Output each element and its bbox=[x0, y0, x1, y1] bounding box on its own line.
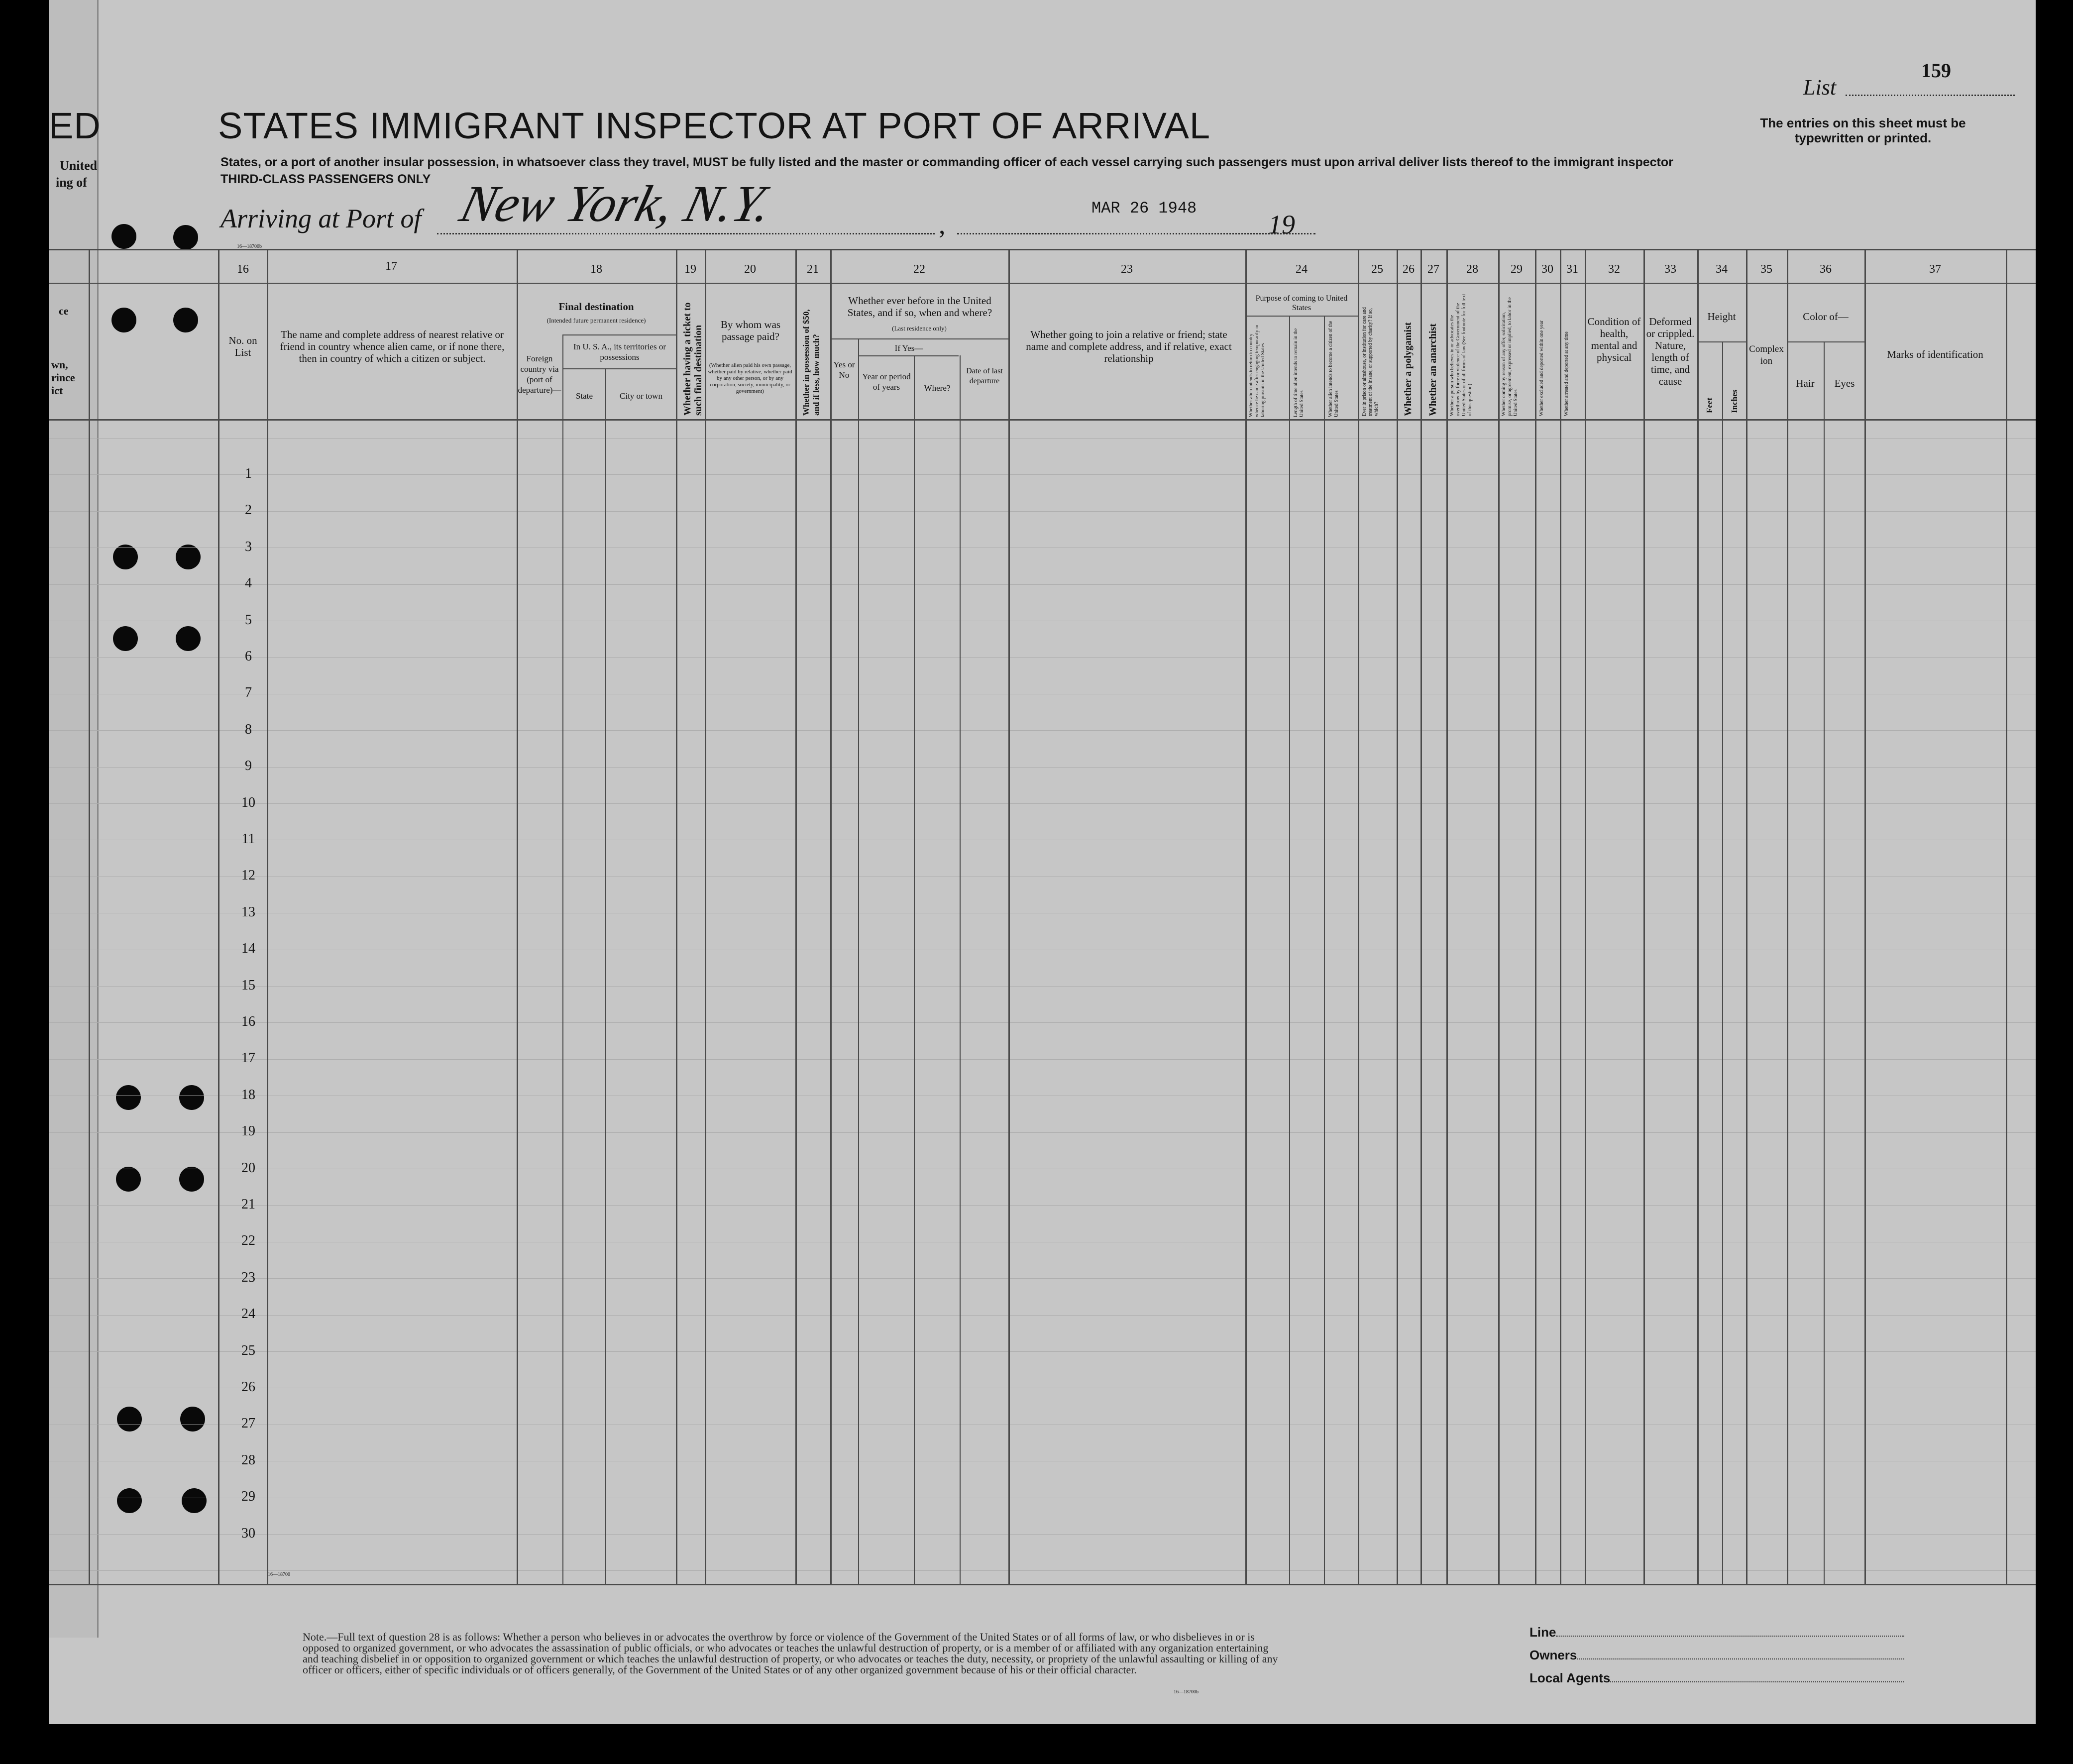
table-bottom-border bbox=[49, 1584, 2036, 1585]
col-18-foreign-country: Foreign country via (port of departure)— bbox=[518, 354, 561, 395]
list-number-line bbox=[1846, 95, 2015, 96]
left-col-label: ict bbox=[51, 384, 63, 397]
col-34-inches: Inches bbox=[1730, 389, 1739, 413]
col-33-number: 33 bbox=[1664, 263, 1676, 276]
col-22-where: Where? bbox=[924, 383, 951, 393]
row-number: 4 bbox=[245, 575, 252, 591]
row-number: 14 bbox=[241, 941, 255, 957]
col-37-number: 37 bbox=[1929, 263, 1941, 276]
row-number: 11 bbox=[241, 831, 255, 847]
row-number: 1 bbox=[245, 466, 252, 481]
col-border bbox=[562, 334, 563, 1584]
left-fragment-line-1: United bbox=[60, 158, 98, 173]
punch-hole bbox=[111, 308, 136, 332]
col-26-header: Whether a polygamist bbox=[1403, 322, 1414, 416]
col-24-number: 24 bbox=[1296, 263, 1308, 276]
col-34-feet: Feet bbox=[1705, 397, 1714, 413]
col-border bbox=[914, 355, 915, 1584]
col-border bbox=[1324, 316, 1325, 1584]
row-rule bbox=[49, 986, 2036, 987]
col-32-number: 32 bbox=[1608, 263, 1620, 276]
col-border bbox=[830, 249, 832, 1584]
header-bottom-border bbox=[49, 419, 2036, 421]
row-rule bbox=[49, 1534, 2036, 1535]
punch-hole bbox=[116, 1085, 141, 1110]
footer-agents-dots bbox=[1610, 1681, 1904, 1682]
row-number: 26 bbox=[241, 1379, 255, 1395]
row-number: 24 bbox=[241, 1306, 255, 1322]
page-title: STATES IMMIGRANT INSPECTOR AT PORT OF ARRIVAL bbox=[218, 105, 1211, 146]
folded-page-edge bbox=[49, 0, 99, 1638]
punch-hole bbox=[179, 1167, 204, 1192]
punch-hole bbox=[176, 545, 201, 569]
row-rule bbox=[49, 1059, 2036, 1060]
col-border bbox=[605, 368, 606, 1584]
row-rule bbox=[49, 438, 2036, 439]
punch-hole bbox=[176, 626, 201, 651]
year-prefix: 19 bbox=[1268, 210, 1295, 239]
col-34-header: Height bbox=[1707, 311, 1736, 323]
col-22-number: 22 bbox=[913, 263, 925, 276]
col-31-header: Whether arrested and deported at any time bbox=[1564, 331, 1569, 416]
col-22-subheader: (Last residence only) bbox=[892, 325, 947, 332]
col-34-sub-divider bbox=[1697, 341, 1746, 342]
row-number: 2 bbox=[245, 502, 252, 518]
punch-hole bbox=[117, 1488, 142, 1513]
col-16-header: No. on List bbox=[228, 334, 257, 358]
col-border bbox=[1397, 249, 1398, 1584]
col-border bbox=[1746, 249, 1747, 1584]
footer-line-text: Line bbox=[1529, 1625, 1556, 1640]
row-number: 29 bbox=[241, 1489, 255, 1505]
arriving-label: Arriving at Port of bbox=[220, 204, 422, 233]
col-18-subheader: (Intended future permanent residence) bbox=[546, 317, 646, 324]
col-36-number: 36 bbox=[1820, 263, 1832, 276]
col-27-number: 27 bbox=[1427, 263, 1439, 276]
col-36-eyes: Eyes bbox=[1834, 377, 1855, 389]
row-rule bbox=[49, 1022, 2036, 1023]
row-number: 16 bbox=[241, 1014, 255, 1029]
row-rule bbox=[49, 1132, 2036, 1133]
table-top-border bbox=[49, 249, 2036, 250]
col-border bbox=[1245, 249, 1247, 1584]
col-border bbox=[1446, 249, 1448, 1584]
row-rule bbox=[49, 803, 2036, 804]
port-handwritten: New York, N.Y. bbox=[454, 175, 777, 232]
col-18-header: Final destination bbox=[558, 301, 634, 313]
footer-owners-label bbox=[1529, 1648, 1904, 1663]
row-number: 23 bbox=[241, 1269, 255, 1285]
row-number: 9 bbox=[245, 758, 252, 774]
col-16-number: 16 bbox=[237, 263, 249, 276]
col-36-hair: Hair bbox=[1796, 377, 1815, 389]
page-subtitle: States, or a port of another insular possession, in whatsoever class they travel, MUST be fully listed and the master or commanding officer of each vessel carrying such passengers must upon arrival deliver lists thereof to the immigrant inspector bbox=[220, 155, 1673, 169]
col-18-state: State bbox=[576, 391, 593, 401]
row-number: 28 bbox=[241, 1452, 255, 1468]
row-rule bbox=[49, 767, 2036, 768]
row-rule bbox=[49, 511, 2036, 512]
col-35-header: Complexion bbox=[1749, 344, 1784, 366]
col-22-if-yes: If Yes— bbox=[894, 343, 923, 353]
row-rule bbox=[49, 474, 2036, 475]
form-code-top: 16—18700b bbox=[237, 244, 262, 249]
passenger-class: THIRD-CLASS PASSENGERS ONLY bbox=[220, 172, 431, 186]
row-number: 18 bbox=[241, 1087, 255, 1102]
col-27-header: Whether an anarchist bbox=[1427, 324, 1438, 416]
row-rule bbox=[49, 1315, 2036, 1316]
row-rule bbox=[49, 1570, 2036, 1571]
col-22-sub-divider bbox=[859, 355, 959, 356]
col-17-header: The name and complete address of nearest relative or friend in country whence alien came, or if none there, then in country of which a citizen or subject. bbox=[280, 329, 505, 364]
col-20-header: By whom was passage paid? bbox=[720, 319, 781, 342]
col-33-header: Deformed or crippled. Nature, length of time, and cause bbox=[1646, 316, 1695, 387]
col-36-sub-divider bbox=[1787, 341, 1864, 342]
col-25-header: Ever in prison or almshouse, or institution for care and treatment of the insane, or supported by charity? If so, which? bbox=[1362, 307, 1379, 416]
col-22-yes-no: Yes or No bbox=[833, 360, 855, 380]
footnote-question-28: Note.—Full text of question 28 is as follows: Whether a person who believes in or advocates the overthrow by force or violence of the Government of the United States or of all forms of law, or who disbelieves in or is opposed to organized government, or who advocates the assassination of public officials, or who advocates or teaches the unlawful destruction of property, or is a member of or affiliated with any organization entertaining and teaching disbelief in or opposition to organized government or which teaches the unlawful destruction of property, or who advocates or teaches the duty, necessity, or propriety of the unlawful assaulting or killing of any officer or officers, either of specific individuals or of officers generally, of the Government of the United States or of any other organized government because of his or their official character. bbox=[303, 1631, 1278, 1676]
left-col-border bbox=[89, 249, 90, 1584]
list-label: List bbox=[1803, 75, 1837, 100]
col-18-sub-divider bbox=[562, 334, 676, 335]
col-border bbox=[1585, 249, 1586, 1584]
row-rule bbox=[49, 584, 2036, 585]
row-number: 22 bbox=[241, 1233, 255, 1249]
row-number: 8 bbox=[245, 721, 252, 737]
col-30-number: 30 bbox=[1541, 263, 1553, 276]
col-19-header: Whether having a ticket to such final destination bbox=[682, 302, 704, 416]
col-border bbox=[1008, 249, 1010, 1584]
row-number: 3 bbox=[245, 539, 252, 554]
left-col-label: ce bbox=[59, 305, 69, 317]
row-rule bbox=[49, 730, 2036, 731]
row-rule bbox=[49, 1205, 2036, 1206]
list-number: 159 bbox=[1921, 59, 1951, 82]
title-fragment: ED bbox=[49, 105, 101, 146]
col-21-number: 21 bbox=[807, 263, 819, 276]
col-border bbox=[517, 249, 518, 1584]
col-30-header: Whether excluded and deported within one year bbox=[1539, 320, 1544, 416]
col-border bbox=[1560, 249, 1561, 1584]
punch-hole bbox=[113, 545, 138, 569]
col-23-number: 23 bbox=[1121, 263, 1133, 276]
col-border bbox=[1535, 249, 1536, 1584]
row-number: 21 bbox=[241, 1197, 255, 1212]
col-24-length-of-stay: Length of time alien intends to remain in the United States bbox=[1293, 328, 1305, 417]
col-37-header: Marks of identification bbox=[1887, 348, 1983, 360]
row-number: 7 bbox=[245, 685, 252, 701]
row-number: 27 bbox=[241, 1416, 255, 1432]
col-35-number: 35 bbox=[1760, 263, 1772, 276]
punch-hole bbox=[182, 1488, 207, 1513]
col-31-number: 31 bbox=[1566, 263, 1578, 276]
punch-hole bbox=[113, 626, 138, 651]
col-25-number: 25 bbox=[1371, 263, 1383, 276]
col-20-number: 20 bbox=[744, 263, 756, 276]
row-number: 25 bbox=[241, 1342, 255, 1358]
col-36-header: Color of— bbox=[1803, 311, 1849, 323]
col-border bbox=[1358, 249, 1359, 1584]
col-24-sub-divider bbox=[1245, 316, 1358, 317]
form-code-note: 16—18700b bbox=[1174, 1689, 1199, 1695]
col-border bbox=[795, 249, 797, 1584]
col-29-number: 29 bbox=[1511, 263, 1523, 276]
punch-hole bbox=[117, 1407, 142, 1432]
row-number: 17 bbox=[241, 1050, 255, 1066]
col-border bbox=[1864, 249, 1866, 1584]
row-number: 19 bbox=[241, 1123, 255, 1139]
footer-owners-text: Owners bbox=[1529, 1648, 1577, 1662]
col-border bbox=[858, 338, 859, 1584]
col-border bbox=[1787, 249, 1788, 1584]
col-32-header: Condition of health, mental and physical bbox=[1587, 316, 1641, 363]
col-24-return-intent: Whether alien intends to return to country whence he came after engaging temporarily in laboring pursuits in the United States bbox=[1248, 325, 1266, 417]
manifest-sheet bbox=[49, 0, 2036, 1724]
left-fragment-line-2: ing of bbox=[56, 175, 87, 190]
col-22-last-departure: Date of last departure bbox=[966, 367, 1003, 385]
form-code-bottom: 16—18700 bbox=[268, 1572, 290, 1577]
row-number: 13 bbox=[241, 904, 255, 920]
col-28-header: Whether a person who believes in or advocates the overthrow by force or violence of the Government of the United States or of all forms of law (See footnote for full text of this question) bbox=[1449, 294, 1473, 416]
col-border bbox=[1643, 249, 1645, 1584]
row-number: 6 bbox=[245, 649, 252, 664]
row-number: 5 bbox=[245, 612, 252, 628]
col-21-header: Whether in possession of $50, and if less, how much? bbox=[801, 309, 821, 416]
col-22-header: Whether ever before in the United States, and if so, when and where? bbox=[847, 295, 992, 319]
left-col-label: wn, bbox=[51, 358, 68, 371]
col-border bbox=[705, 249, 706, 1584]
col-18-sub-divider bbox=[562, 368, 676, 369]
col-border bbox=[1289, 316, 1290, 1584]
col-border bbox=[1420, 249, 1422, 1584]
footer-line-dots bbox=[1556, 1636, 1904, 1637]
row-number: 30 bbox=[241, 1525, 255, 1541]
punch-hole bbox=[116, 1167, 141, 1192]
arrival-date-stamp: MAR 26 1948 bbox=[1091, 199, 1197, 218]
col-22-years: Year or period of years bbox=[862, 372, 911, 392]
col-23-header: Whether going to join a relative or friend; state name and complete address, and if relative, exact relationship bbox=[1026, 329, 1232, 364]
punch-hole bbox=[180, 1407, 205, 1432]
col-20-subheader: (Whether alien paid his own passage, whether paid by relative, whether paid by any other person, or by any corporation, society, municipality, or government) bbox=[708, 362, 792, 394]
col-border bbox=[1722, 341, 1723, 1584]
punch-hole bbox=[173, 225, 198, 250]
column-number-divider bbox=[49, 283, 2036, 284]
col-17-number: 17 bbox=[385, 260, 397, 273]
row-number: 12 bbox=[241, 868, 255, 883]
col-18-number: 18 bbox=[590, 263, 602, 276]
punch-hole bbox=[111, 224, 136, 249]
row-rule bbox=[49, 1351, 2036, 1352]
left-col-border bbox=[218, 249, 219, 1584]
col-border bbox=[1498, 249, 1500, 1584]
footer-agents-text: Local Agents bbox=[1529, 1670, 1611, 1685]
col-24-citizen-intent: Whether alien intends to become a citizen of the United States bbox=[1328, 321, 1339, 417]
col-border bbox=[2006, 249, 2007, 1584]
col-19-number: 19 bbox=[684, 263, 696, 276]
col-28-number: 28 bbox=[1466, 263, 1478, 276]
footer-owners-dots bbox=[1577, 1658, 1904, 1659]
col-border bbox=[1824, 341, 1825, 1584]
row-number: 15 bbox=[241, 977, 255, 993]
footer-agents-label bbox=[1529, 1670, 1904, 1686]
row-rule bbox=[49, 1278, 2036, 1279]
date-dotted-line bbox=[957, 233, 1315, 234]
typewritten-instructions: The entries on this sheet must be typewritten or printed. bbox=[1760, 115, 1966, 145]
footer-line-label bbox=[1529, 1625, 1904, 1640]
punch-hole bbox=[179, 1085, 204, 1110]
col-22-sub-divider bbox=[830, 338, 1008, 339]
row-number: 10 bbox=[241, 794, 255, 810]
col-18-city: City or town bbox=[620, 391, 662, 401]
left-col-label: rince bbox=[51, 371, 75, 384]
col-border bbox=[960, 355, 961, 1584]
col-34-number: 34 bbox=[1716, 263, 1728, 276]
col-border bbox=[267, 249, 268, 1584]
col-border bbox=[1697, 249, 1699, 1584]
row-rule bbox=[49, 657, 2036, 658]
col-24-header: Purpose of coming to United States bbox=[1255, 294, 1348, 312]
punch-hole bbox=[173, 308, 198, 332]
col-26-number: 26 bbox=[1403, 263, 1415, 276]
col-18-usa: In U. S. A., its territories or possessions bbox=[573, 342, 666, 362]
col-29-header: Whether coming by reason of any offer, solicitation, promise, or agreement, expressed or implied, to labor in the United States bbox=[1501, 297, 1519, 416]
comma-mark: , bbox=[939, 210, 946, 239]
row-number: 20 bbox=[241, 1160, 255, 1176]
col-border bbox=[676, 249, 677, 1584]
